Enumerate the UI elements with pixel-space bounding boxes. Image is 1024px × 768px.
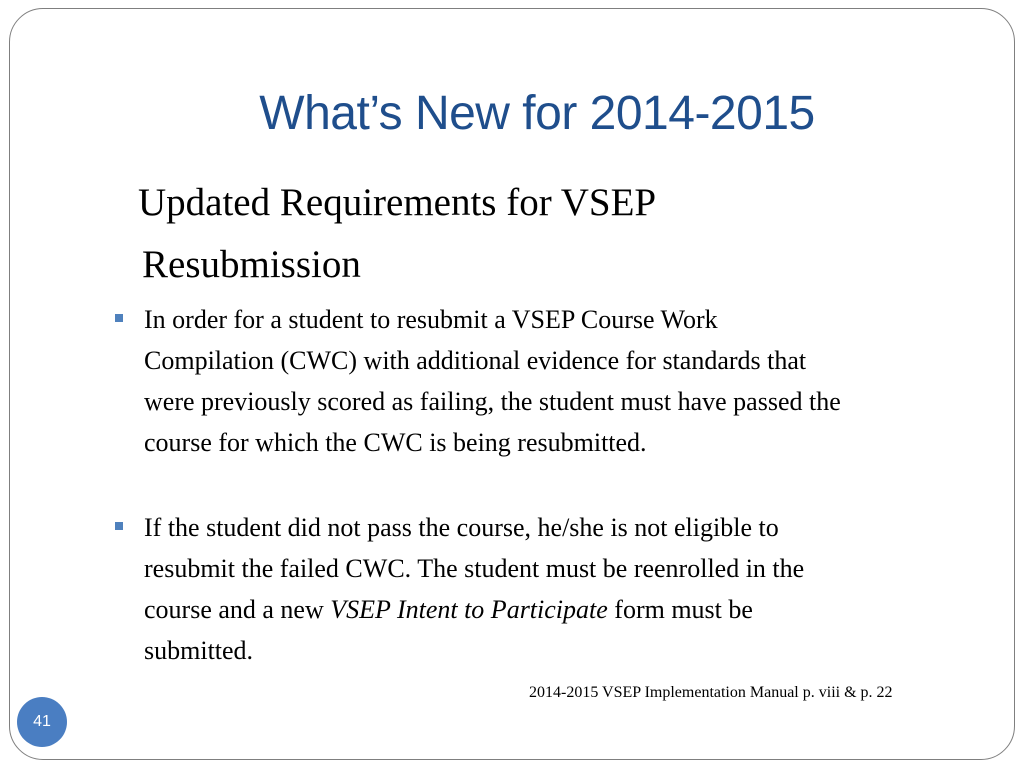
bullet-2-line-3 xyxy=(144,589,974,630)
subtitle-line-2: Resubmission xyxy=(142,243,361,286)
bullet-2-line-3-before: course and a new xyxy=(144,595,331,624)
bullet-1-line-1: In order for a student to resubmit a VSEP Course Work xyxy=(144,305,718,334)
source-citation: 2014-2015 VSEP Implementation Manual p. viii & p. 22 xyxy=(529,684,893,701)
page-number-badge: 41 xyxy=(17,697,67,747)
bullet-1-line-3: were previously scored as failing, the student must have passed the xyxy=(144,387,841,416)
bullet-2-line-3-after: form must be xyxy=(607,595,753,624)
bullet-item-2 xyxy=(144,507,974,671)
bullet-1-line-4: course for which the CWC is being resubmitted. xyxy=(144,428,647,457)
slide-subtitle xyxy=(138,172,842,296)
square-bullet-icon xyxy=(115,522,123,530)
square-bullet-icon xyxy=(115,314,123,322)
form-name-italic: VSEP Intent to Participate xyxy=(330,595,608,624)
bullet-1-line-2: Compilation (CWC) with additional evidence for standards that xyxy=(144,346,807,375)
subtitle-line-1: Updated Requirements for VSEP xyxy=(138,181,657,224)
bullet-2-line-4: submitted. xyxy=(144,636,254,665)
bullet-2-line-2: resubmit the failed CWC. The student must be reenrolled in the xyxy=(144,554,805,583)
bullet-item-1 xyxy=(144,299,974,463)
bullet-2-line-1: If the student did not pass the course, he/she is not eligible to xyxy=(144,513,779,542)
slide-title: What’s New for 2014-2015 xyxy=(259,87,815,140)
